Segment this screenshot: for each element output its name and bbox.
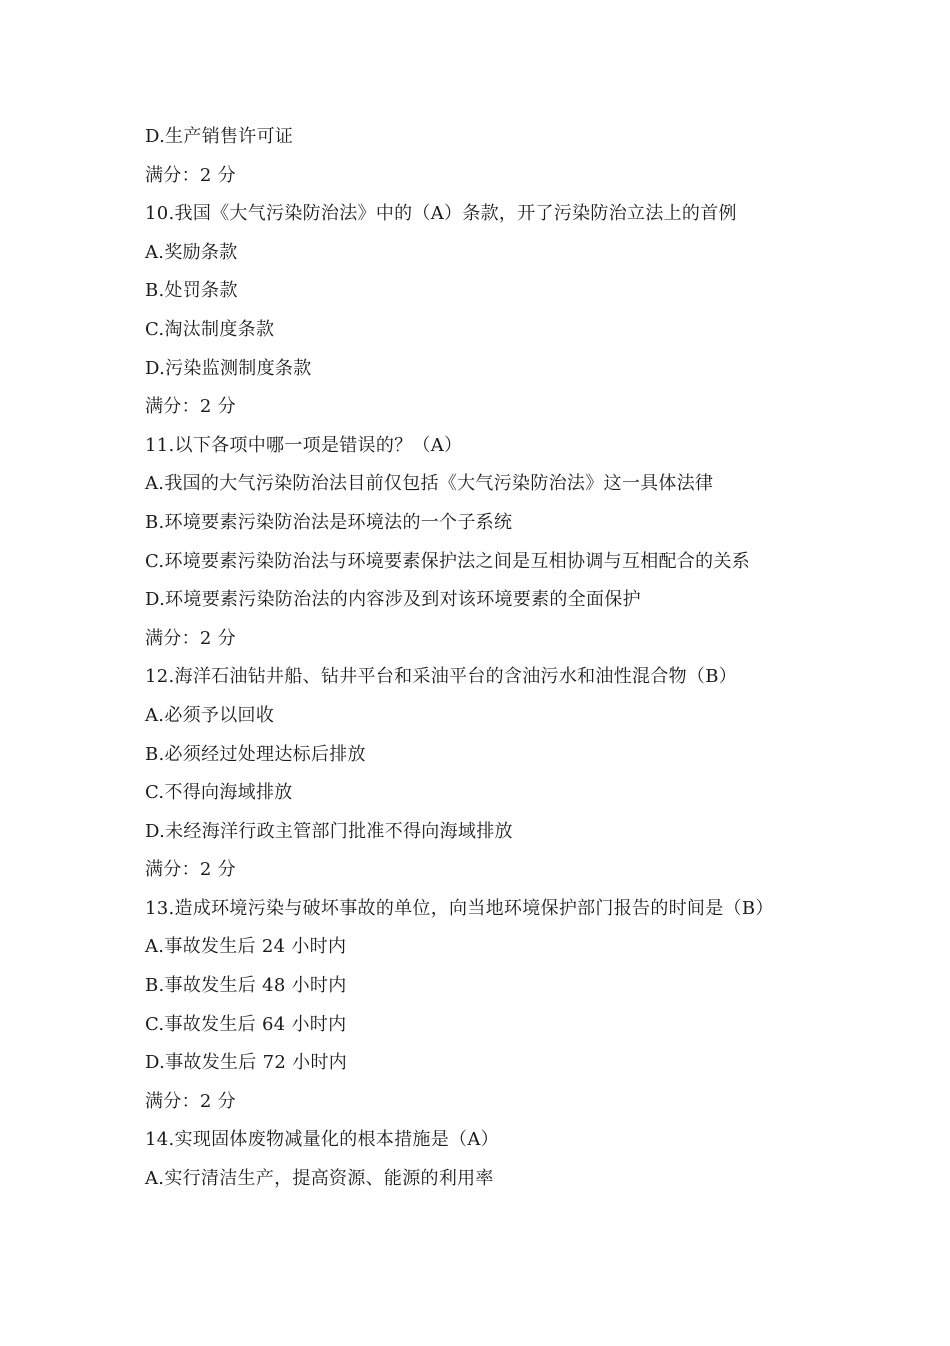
option-text: D.事故发生后 72 小时内 [145,1052,348,1074]
score-text: 满分：2 分 [145,627,236,649]
option-text: C.淘汰制度条款 [145,318,275,340]
option-text: A.事故发生后 24 小时内 [145,936,347,958]
option-text: A.实行清洁生产，提高资源、能源的利用率 [145,1168,494,1190]
exam-text [145,122,845,1203]
question-text: 10.我国《大气污染防治法》中的（A）条款，开了污染防治立法上的首例 [145,203,737,225]
question-text: 13.造成环境污染与破坏事故的单位，向当地环境保护部门报告的时间是（B） [145,897,774,919]
question-text: 12.海洋石油钻井船、钻井平台和采油平台的含油污水和油性混合物（B） [145,666,738,688]
option-text: C.环境要素污染防治法与环境要素保护法之间是互相协调与互相配合的关系 [145,550,751,572]
option-text: D.环境要素污染防治法的内容涉及到对该环境要素的全面保护 [145,589,641,611]
option-text: B.事故发生后 48 小时内 [145,975,347,997]
question-text: 14.实现固体废物减量化的根本措施是（A） [145,1129,499,1151]
option-text: B.必须经过处理达标后排放 [145,743,366,765]
score-text: 满分：2 分 [145,164,236,186]
option-text: C.事故发生后 64 小时内 [145,1013,347,1035]
option-text: B.环境要素污染防治法是环境法的一个子系统 [145,511,513,533]
option-text: C.不得向海域排放 [145,782,293,804]
score-text: 满分：2 分 [145,1090,236,1112]
option-text: B.处罚条款 [145,280,238,302]
option-text: A.奖励条款 [145,241,238,263]
option-text: A.必须予以回收 [145,704,275,726]
option-text: A.我国的大气污染防治法目前仅包括《大气污染防治法》这一具体法律 [145,473,714,495]
score-text: 满分：2 分 [145,859,236,881]
option-text: D.未经海洋行政主管部门批准不得向海域排放 [145,820,513,842]
option-text: D.生产销售许可证 [145,126,294,147]
option-text: D.污染监测制度条款 [145,357,312,379]
question-text: 11.以下各项中哪一项是错误的？（A） [145,434,463,456]
score-text: 满分：2 分 [145,396,236,418]
